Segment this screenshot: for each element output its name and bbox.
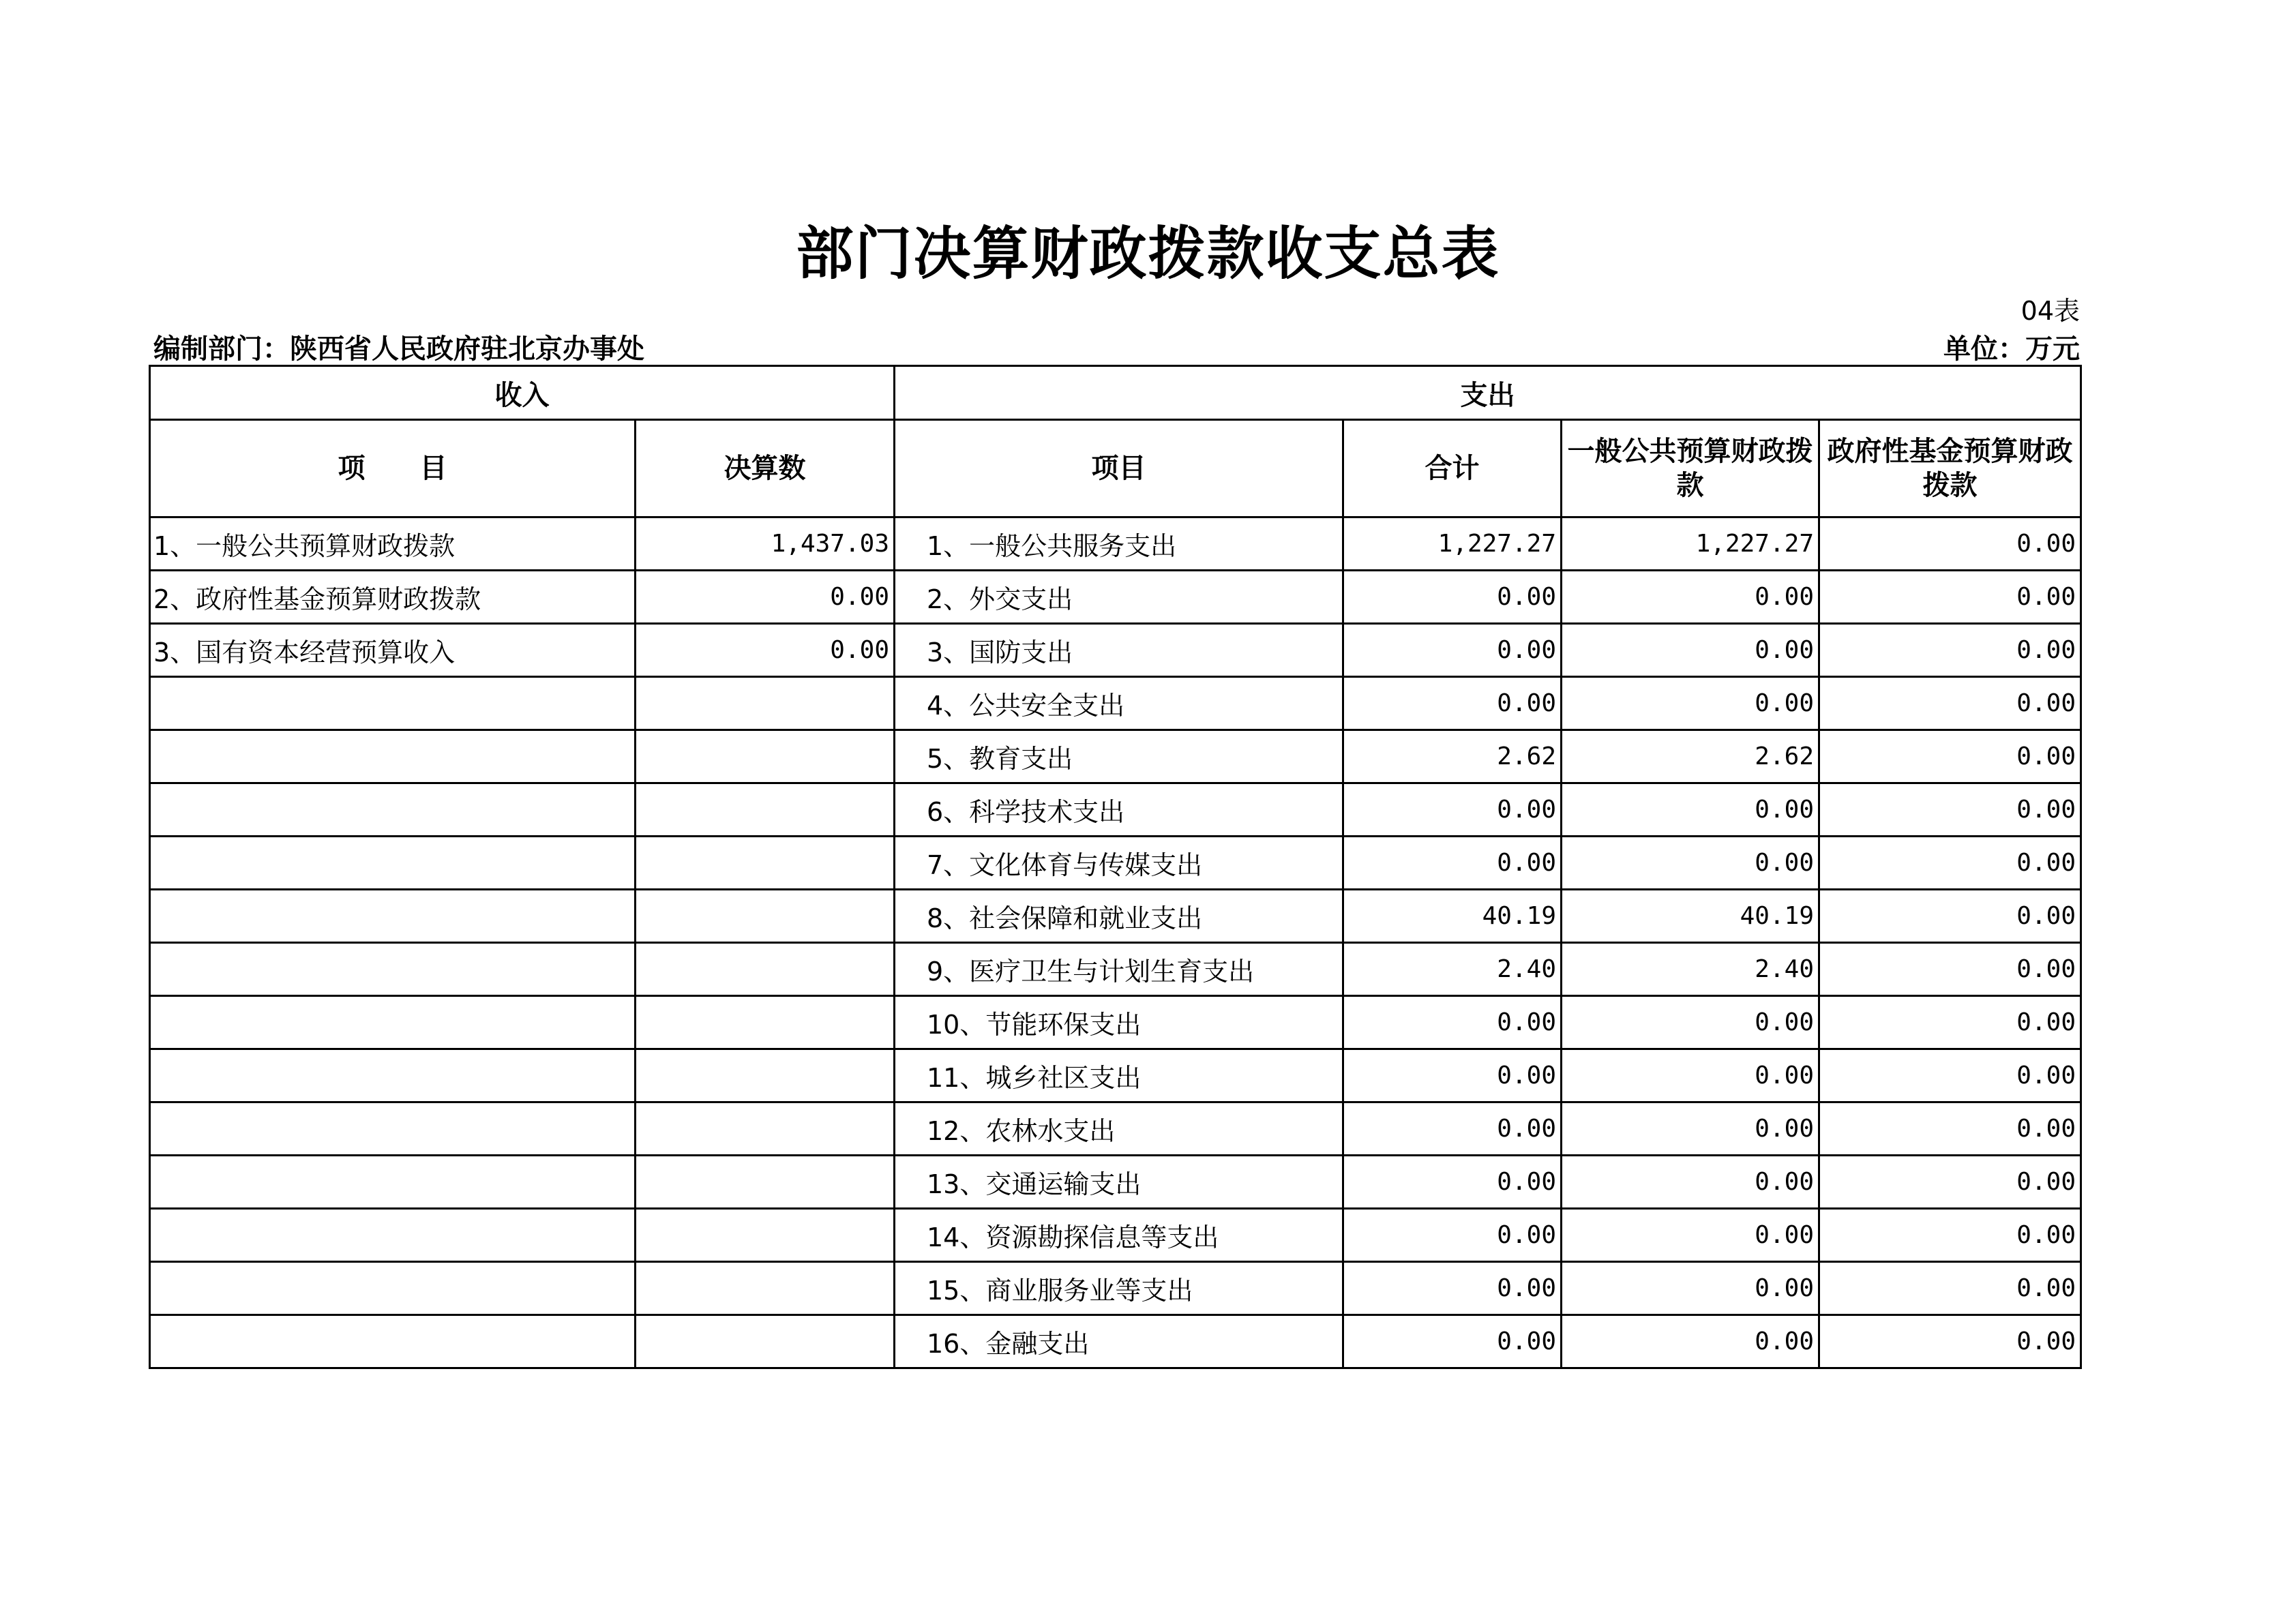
expense-total-cell: 0.00: [1343, 1209, 1562, 1262]
general-budget-cell: 0.00: [1562, 1315, 1819, 1368]
table-row: [150, 996, 2081, 1049]
income-item-cell: [150, 943, 636, 996]
fund-budget-cell: 0.00: [1819, 517, 2081, 571]
expense-total-cell: 0.00: [1343, 571, 1562, 624]
expense-item-cell: 13、交通运输支出: [895, 1156, 1343, 1209]
header-row: [150, 420, 2081, 517]
department-label: 编制部门：陕西省人民政府驻北京办事处: [153, 333, 644, 365]
fund-budget-cell: 0.00: [1819, 783, 2081, 837]
fund-budget-cell: 0.00: [1819, 1209, 2081, 1262]
fund-budget-cell: 0.00: [1819, 624, 2081, 677]
expense-total-cell: 40.19: [1343, 890, 1562, 943]
table-row: [150, 1102, 2081, 1156]
income-item-cell: 1、一般公共预算财政拨款: [150, 517, 636, 571]
income-amount-cell: [636, 943, 895, 996]
income-item-cell: [150, 1102, 636, 1156]
expense-item-cell: 7、文化体育与传媒支出: [895, 837, 1343, 890]
header-expense-item: 项目: [895, 420, 1343, 517]
general-budget-cell: 0.00: [1562, 1262, 1819, 1315]
table-row: [150, 677, 2081, 730]
income-item-cell: 2、政府性基金预算财政拨款: [150, 571, 636, 624]
expense-item-cell: 1、一般公共服务支出: [895, 517, 1343, 571]
general-budget-cell: 0.00: [1562, 677, 1819, 730]
income-item-cell: [150, 996, 636, 1049]
income-amount-cell: [636, 1209, 895, 1262]
table-row: [150, 1315, 2081, 1368]
header-income-amount: 决算数: [636, 420, 895, 517]
income-amount-cell: 0.00: [636, 624, 895, 677]
expense-item-cell: 11、城乡社区支出: [895, 1049, 1343, 1102]
fund-budget-cell: 0.00: [1819, 1156, 2081, 1209]
expense-total-cell: 0.00: [1343, 837, 1562, 890]
income-amount-cell: [636, 677, 895, 730]
fund-budget-cell: 0.00: [1819, 571, 2081, 624]
general-budget-cell: 0.00: [1562, 1209, 1819, 1262]
general-budget-cell: 0.00: [1562, 996, 1819, 1049]
income-amount-cell: [636, 996, 895, 1049]
expense-item-cell: 14、资源勘探信息等支出: [895, 1209, 1343, 1262]
expense-total-cell: 0.00: [1343, 1262, 1562, 1315]
income-amount-cell: [636, 783, 895, 837]
expense-total-cell: 1,227.27: [1343, 517, 1562, 571]
expense-total-cell: 2.40: [1343, 943, 1562, 996]
table-row: [150, 1262, 2081, 1315]
general-budget-cell: 1,227.27: [1562, 517, 1819, 571]
general-budget-cell: 0.00: [1562, 624, 1819, 677]
table-row: [150, 517, 2081, 571]
expense-item-cell: 10、节能环保支出: [895, 996, 1343, 1049]
fund-budget-cell: 0.00: [1819, 890, 2081, 943]
table-row: [150, 624, 2081, 677]
expense-item-cell: 2、外交支出: [895, 571, 1343, 624]
income-amount-cell: [636, 730, 895, 783]
income-amount-cell: [636, 1315, 895, 1368]
general-budget-cell: 2.40: [1562, 943, 1819, 996]
header-general-budget: 一般公共预算财政拨款: [1562, 420, 1819, 517]
table-row: [150, 783, 2081, 837]
income-item-cell: [150, 837, 636, 890]
budget-table: [149, 365, 2082, 1369]
expense-total-cell: 0.00: [1343, 1102, 1562, 1156]
expense-total-cell: 0.00: [1343, 1315, 1562, 1368]
expense-band: 支出: [895, 366, 2081, 420]
fund-budget-cell: 0.00: [1819, 1262, 2081, 1315]
income-item-cell: [150, 890, 636, 943]
income-amount-cell: [636, 1156, 895, 1209]
table-row: [150, 730, 2081, 783]
header-income-item: 项 目: [150, 420, 636, 517]
table-row: [150, 890, 2081, 943]
expense-total-cell: 0.00: [1343, 783, 1562, 837]
income-item-cell: [150, 1049, 636, 1102]
fund-budget-cell: 0.00: [1819, 943, 2081, 996]
income-amount-cell: [636, 1049, 895, 1102]
income-item-cell: [150, 677, 636, 730]
fund-budget-cell: 0.00: [1819, 677, 2081, 730]
expense-item-cell: 4、公共安全支出: [895, 677, 1343, 730]
table-row: [150, 1156, 2081, 1209]
fund-budget-cell: 0.00: [1819, 730, 2081, 783]
general-budget-cell: 0.00: [1562, 837, 1819, 890]
unit-label: 单位：万元: [1943, 333, 2080, 365]
income-item-cell: [150, 1156, 636, 1209]
general-budget-cell: 2.62: [1562, 730, 1819, 783]
income-amount-cell: 0.00: [636, 571, 895, 624]
expense-item-cell: 6、科学技术支出: [895, 783, 1343, 837]
fund-budget-cell: 0.00: [1819, 1049, 2081, 1102]
general-budget-cell: 40.19: [1562, 890, 1819, 943]
expense-total-cell: 0.00: [1343, 677, 1562, 730]
fund-budget-cell: 0.00: [1819, 1102, 2081, 1156]
expense-item-cell: 15、商业服务业等支出: [895, 1262, 1343, 1315]
income-item-cell: [150, 1315, 636, 1368]
expense-total-cell: 0.00: [1343, 1156, 1562, 1209]
expense-total-cell: 2.62: [1343, 730, 1562, 783]
table-row: [150, 943, 2081, 996]
expense-item-cell: 9、医疗卫生与计划生育支出: [895, 943, 1343, 996]
income-item-cell: [150, 1209, 636, 1262]
general-budget-cell: 0.00: [1562, 571, 1819, 624]
expense-item-cell: 5、教育支出: [895, 730, 1343, 783]
general-budget-cell: 0.00: [1562, 1049, 1819, 1102]
general-budget-cell: 0.00: [1562, 783, 1819, 837]
expense-total-cell: 0.00: [1343, 1049, 1562, 1102]
expense-total-cell: 0.00: [1343, 996, 1562, 1049]
general-budget-cell: 0.00: [1562, 1156, 1819, 1209]
income-item-cell: [150, 783, 636, 837]
band-row: [150, 366, 2081, 420]
table-row: [150, 1049, 2081, 1102]
income-amount-cell: 1,437.03: [636, 517, 895, 571]
table-row: [150, 571, 2081, 624]
table-row: [150, 1209, 2081, 1262]
fund-budget-cell: 0.00: [1819, 837, 2081, 890]
income-amount-cell: [636, 890, 895, 943]
expense-item-cell: 12、农林水支出: [895, 1102, 1343, 1156]
income-band: 收入: [150, 366, 895, 420]
page-title: 部门决算财政拨款收支总表: [796, 220, 1500, 287]
income-item-cell: [150, 1262, 636, 1315]
header-fund-budget: 政府性基金预算财政拨款: [1819, 420, 2081, 517]
income-amount-cell: [636, 1102, 895, 1156]
fund-budget-cell: 0.00: [1819, 1315, 2081, 1368]
expense-total-cell: 0.00: [1343, 624, 1562, 677]
fund-budget-cell: 0.00: [1819, 996, 2081, 1049]
expense-item-cell: 3、国防支出: [895, 624, 1343, 677]
general-budget-cell: 0.00: [1562, 1102, 1819, 1156]
income-item-cell: 3、国有资本经营预算收入: [150, 624, 636, 677]
expense-item-cell: 16、金融支出: [895, 1315, 1343, 1368]
header-expense-total: 合计: [1343, 420, 1562, 517]
income-amount-cell: [636, 837, 895, 890]
income-item-cell: [150, 730, 636, 783]
table-row: [150, 837, 2081, 890]
expense-item-cell: 8、社会保障和就业支出: [895, 890, 1343, 943]
form-number: 04表: [2021, 296, 2080, 326]
income-amount-cell: [636, 1262, 895, 1315]
